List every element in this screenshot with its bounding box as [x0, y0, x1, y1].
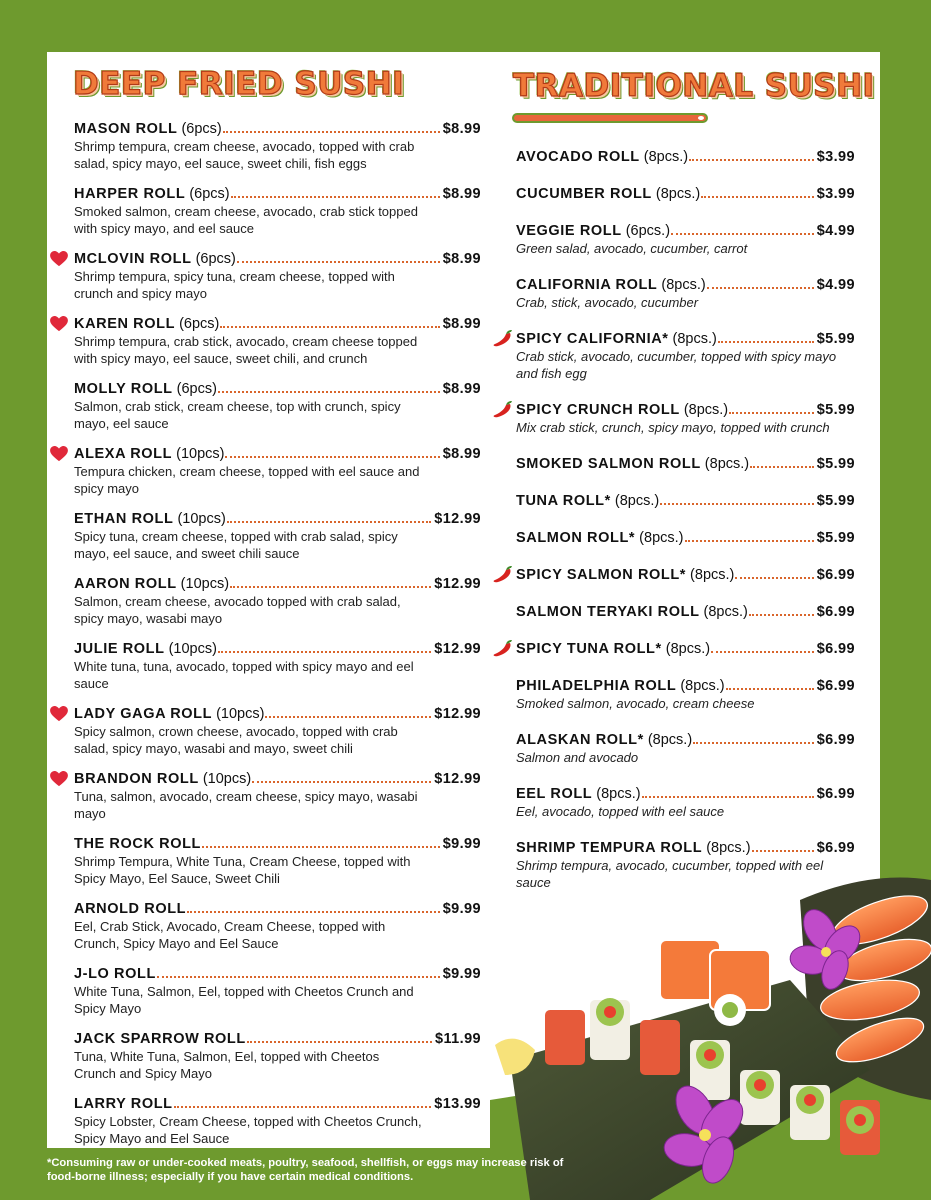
menu-item-header — [74, 1030, 481, 1048]
leader-dots — [693, 742, 814, 744]
item-description: Salmon and avocado — [516, 750, 639, 765]
item-description: White Tuna, Salmon, Eel, topped with Cheetos Crunch and Spicy Mayo — [74, 984, 414, 1016]
item-price: $13.99 — [434, 1096, 481, 1112]
item-name: CUCUMBER ROLL — [516, 186, 652, 202]
item-price: $8.99 — [442, 381, 481, 397]
leader-dots — [227, 521, 431, 523]
menu-item — [516, 276, 855, 311]
menu-item-header — [516, 839, 855, 857]
item-pieces: (8pcs.) — [672, 331, 717, 347]
menu-item — [516, 603, 855, 621]
menu-item — [516, 148, 855, 166]
menu-item-header — [74, 900, 481, 918]
item-description: Shrimp tempura, cream cheese, avocado, topped with crab salad, spicy mayo, eel sauce, sweet chili, fish eggs — [74, 139, 415, 171]
item-name: SPICY CALIFORNIA* — [516, 331, 669, 347]
leader-dots — [218, 651, 431, 653]
item-pieces: (6pcs) — [176, 381, 217, 397]
heading-underline-decoration — [512, 113, 708, 123]
leader-dots — [642, 796, 814, 798]
item-price: $4.99 — [816, 277, 855, 293]
menu-item — [516, 330, 855, 382]
menu-item-header — [516, 603, 855, 621]
item-description: Shrimp tempura, avocado, cucumber, topped with eel sauce — [516, 858, 824, 890]
menu-item-header — [516, 492, 855, 510]
item-name: JULIE ROLL — [74, 641, 165, 657]
item-description: Shrimp tempura, spicy tuna, cream cheese, topped with crunch and spicy mayo — [74, 269, 395, 301]
menu-item-header — [516, 731, 855, 749]
item-pieces: (10pcs) — [176, 446, 225, 462]
item-pieces: (8pcs.) — [690, 567, 735, 583]
item-pieces: (10pcs) — [180, 576, 230, 592]
item-pieces: (8pcs.) — [614, 493, 660, 509]
menu-item-header — [74, 965, 481, 983]
chili-pepper-icon — [492, 565, 514, 585]
menu-item-header — [516, 529, 855, 547]
menu-item — [516, 731, 855, 766]
item-price: $5.99 — [816, 331, 855, 347]
item-price: $12.99 — [434, 511, 481, 527]
item-pieces: (10pcs) — [168, 641, 217, 657]
item-price: $5.99 — [816, 530, 855, 546]
item-price: $6.99 — [816, 567, 855, 583]
item-price: $6.99 — [816, 641, 855, 657]
item-price: $12.99 — [434, 576, 481, 592]
item-name: SHRIMP TEMPURA ROLL — [516, 840, 703, 856]
leader-dots — [174, 1106, 432, 1108]
leader-dots — [247, 1041, 432, 1043]
menu-item-header — [74, 250, 481, 268]
item-price: $12.99 — [434, 706, 481, 722]
menu-item — [74, 835, 481, 887]
item-price: $11.99 — [435, 1031, 481, 1047]
menu-item-header — [516, 640, 855, 658]
menu-item-header — [74, 640, 481, 658]
menu-item — [74, 250, 481, 302]
item-description: Eel, Crab Stick, Avocado, Cream Cheese, topped with Crunch, Spicy Mayo and Eel Sauce — [74, 919, 386, 951]
item-pieces: (6pcs) — [181, 121, 222, 137]
leader-dots — [718, 341, 814, 343]
chili-pepper-icon — [492, 400, 514, 420]
item-price: $8.99 — [442, 121, 481, 137]
heart-icon — [50, 316, 68, 332]
leader-dots — [735, 577, 813, 579]
leader-dots — [265, 716, 431, 718]
item-pieces: (6pcs) — [195, 251, 236, 267]
leader-dots — [729, 412, 814, 414]
item-description: Salmon, crab stick, cream cheese, top with crunch, spicy mayo, eel sauce — [74, 399, 401, 431]
item-description: Spicy salmon, crown cheese, avocado, topped with crab salad, spicy mayo, wasabi and mayo, sweet chili — [74, 724, 398, 756]
menu-item-header — [516, 185, 855, 203]
item-description: White tuna, tuna, avocado, topped with spicy mayo and eel sauce — [74, 659, 414, 691]
item-description: Smoked salmon, cream cheese, avocado, crab stick topped with spicy mayo, and eel sauce — [74, 204, 418, 236]
leader-dots — [220, 326, 439, 328]
menu-item-header — [516, 330, 855, 348]
menu-item-header — [516, 455, 855, 473]
menu-item — [516, 785, 855, 820]
menu-item-header — [74, 185, 481, 203]
menu-item — [516, 185, 855, 203]
item-name: AVOCADO ROLL — [516, 149, 640, 165]
heart-icon — [50, 706, 68, 722]
leader-dots — [707, 287, 814, 289]
item-description: Mix crab stick, crunch, spicy mayo, topped with crunch — [516, 420, 830, 435]
menu-item — [516, 566, 855, 584]
menu-item-header — [74, 705, 481, 723]
item-pieces: (8pcs.) — [703, 604, 748, 620]
item-price: $3.99 — [816, 149, 855, 165]
item-name: HARPER ROLL — [74, 186, 186, 202]
item-price: $5.99 — [816, 493, 855, 509]
item-name: LADY GAGA ROLL — [74, 706, 213, 722]
menu-item-header — [74, 315, 481, 333]
item-description: Tuna, salmon, avocado, cream cheese, spicy mayo, wasabi mayo — [74, 789, 418, 821]
item-pieces: (8pcs.) — [704, 456, 750, 472]
menu-item — [74, 315, 481, 367]
leader-dots — [252, 781, 431, 783]
leader-dots — [750, 466, 814, 468]
item-price: $6.99 — [816, 840, 855, 856]
menu-item-header — [74, 445, 481, 463]
menu-item-header — [74, 1095, 481, 1113]
item-price: $8.99 — [442, 316, 481, 332]
item-pieces: (8pcs.) — [639, 530, 684, 546]
item-name: VEGGIE ROLL — [516, 223, 622, 239]
item-pieces: (10pcs) — [177, 511, 226, 527]
menu-item — [516, 401, 855, 436]
menu-item-header — [74, 575, 481, 593]
item-pieces: (8pcs.) — [596, 786, 641, 802]
menu-item — [516, 222, 855, 257]
deep-fried-list — [74, 120, 481, 1160]
item-name: EEL ROLL — [516, 786, 593, 802]
item-name: KAREN ROLL — [74, 316, 176, 332]
leader-dots — [231, 196, 440, 198]
item-name: MASON ROLL — [74, 121, 178, 137]
traditional-heading: TRADITIONAL SUSHI — [513, 68, 875, 104]
item-name: ALEXA ROLL — [74, 446, 173, 462]
item-price: $9.99 — [442, 836, 481, 852]
item-description: Spicy tuna, cream cheese, topped with crab salad, spicy mayo, eel sauce, and sweet chili sauce — [74, 529, 398, 561]
item-name: MCLOVIN ROLL — [74, 251, 192, 267]
leader-dots — [685, 540, 814, 542]
leader-dots — [711, 651, 814, 653]
item-pieces: (10pcs) — [216, 706, 265, 722]
item-price: $5.99 — [816, 402, 855, 418]
leader-dots — [218, 391, 440, 393]
item-pieces: (8pcs.) — [647, 732, 693, 748]
item-description: Green salad, avocado, cucumber, carrot — [516, 241, 748, 256]
menu-item — [74, 1030, 481, 1082]
item-price: $5.99 — [816, 456, 855, 472]
menu-item — [74, 640, 481, 692]
menu-item-header — [516, 276, 855, 294]
menu-item-header — [74, 380, 481, 398]
menu-item — [74, 185, 481, 237]
sushi-platter-photo — [490, 860, 931, 1200]
menu-item-header — [516, 785, 855, 803]
menu-item — [74, 380, 481, 432]
menu-item — [74, 770, 481, 822]
leader-dots — [202, 846, 440, 848]
deep-fried-heading: DEEP FRIED SUSHI — [73, 66, 405, 102]
item-name: SALMON ROLL* — [516, 530, 636, 546]
item-price: $9.99 — [442, 966, 481, 982]
menu-item — [516, 640, 855, 658]
item-name: CALIFORNIA ROLL — [516, 277, 658, 293]
menu-item-header — [516, 566, 855, 584]
item-name: SPICY TUNA ROLL* — [516, 641, 662, 657]
item-description: Tuna, White Tuna, Salmon, Eel, topped with Cheetos Crunch and Spicy Mayo — [74, 1049, 380, 1081]
heart-icon — [50, 771, 68, 787]
item-name: SMOKED SALMON ROLL — [516, 456, 701, 472]
item-pieces: (8pcs.) — [706, 840, 751, 856]
item-pieces: (8pcs.) — [661, 277, 706, 293]
item-name: BRANDON ROLL — [74, 771, 199, 787]
heart-icon — [50, 251, 68, 267]
item-price: $3.99 — [816, 186, 855, 202]
leader-dots — [752, 850, 814, 852]
leader-dots — [749, 614, 814, 616]
item-pieces: (8pcs.) — [683, 402, 729, 418]
menu-item-header — [74, 510, 481, 528]
item-pieces: (8pcs.) — [655, 186, 701, 202]
health-disclaimer: *Consuming raw or under-cooked meats, poultry, seafood, shellfish, or eggs may increase risk of food-borne illness; especially if you have certain medical conditions. — [47, 1157, 564, 1183]
menu-item-header — [74, 770, 481, 788]
item-price: $6.99 — [816, 732, 855, 748]
leader-dots — [701, 196, 814, 198]
item-name: ALASKAN ROLL* — [516, 732, 644, 748]
item-price: $12.99 — [434, 641, 481, 657]
item-description: Crab stick, avocado, cucumber, topped with spicy mayo and fish egg — [516, 349, 837, 381]
menu-item — [516, 455, 855, 473]
leader-dots — [157, 976, 440, 978]
item-price: $6.99 — [816, 678, 855, 694]
item-description: Spicy Lobster, Cream Cheese, topped with Cheetos Crunch, Spicy Mayo and Eel Sauce — [74, 1114, 422, 1146]
item-pieces: (8pcs.) — [680, 678, 725, 694]
menu-item-header — [516, 677, 855, 695]
item-description: Shrimp tempura, crab stick, avocado, cream cheese topped with spicy mayo, eel sauce, sweet chili, and crunch — [74, 334, 418, 366]
item-pieces: (10pcs) — [202, 771, 252, 787]
item-price: $4.99 — [816, 223, 855, 239]
chili-pepper-icon — [492, 639, 514, 659]
item-price: $6.99 — [816, 604, 855, 620]
item-pieces: (8pcs.) — [643, 149, 689, 165]
leader-dots — [660, 503, 814, 505]
item-price: $12.99 — [434, 771, 481, 787]
traditional-list — [516, 148, 855, 910]
item-name: THE ROCK ROLL — [74, 836, 202, 852]
item-pieces: (6pcs.) — [625, 223, 671, 239]
item-price: $8.99 — [442, 446, 481, 462]
item-price: $8.99 — [442, 251, 481, 267]
menu-item — [516, 492, 855, 510]
menu-item-header — [516, 222, 855, 240]
menu-item — [74, 120, 481, 172]
leader-dots — [726, 688, 814, 690]
menu-item — [74, 510, 481, 562]
chili-pepper-icon — [492, 329, 514, 349]
item-name: PHILADELPHIA ROLL — [516, 678, 677, 694]
menu-item — [74, 705, 481, 757]
item-price: $9.99 — [442, 901, 481, 917]
item-description: Eel, avocado, topped with eel sauce — [516, 804, 725, 819]
item-description: Tempura chicken, cream cheese, topped with eel sauce and spicy mayo — [74, 464, 420, 496]
item-description: Smoked salmon, avocado, cream cheese — [516, 696, 755, 711]
menu-item — [516, 529, 855, 547]
menu-item — [74, 1095, 481, 1147]
item-name: ETHAN ROLL — [74, 511, 174, 527]
item-name: ARNOLD ROLL — [74, 901, 187, 917]
menu-item-header — [74, 120, 481, 138]
leader-dots — [223, 131, 440, 133]
menu-item-header — [74, 835, 481, 853]
item-pieces: (6pcs) — [189, 186, 230, 202]
item-description: Shrimp Tempura, White Tuna, Cream Cheese, topped with Spicy Mayo, Eel Sauce, Sweet Chili — [74, 854, 411, 886]
menu-item — [74, 575, 481, 627]
menu-item-header — [516, 148, 855, 166]
menu-item — [74, 965, 481, 1017]
menu-item — [516, 677, 855, 712]
item-pieces: (8pcs.) — [665, 641, 711, 657]
item-name: SPICY SALMON ROLL* — [516, 567, 687, 583]
item-name: AARON ROLL — [74, 576, 177, 592]
item-name: J-LO ROLL — [74, 966, 156, 982]
item-name: SPICY CRUNCH ROLL — [516, 402, 680, 418]
leader-dots — [671, 233, 814, 235]
item-pieces: (6pcs) — [179, 316, 220, 332]
item-name: LARRY ROLL — [74, 1096, 173, 1112]
heart-icon — [50, 446, 68, 462]
item-price: $6.99 — [816, 786, 855, 802]
item-name: JACK SPARROW ROLL — [74, 1031, 246, 1047]
leader-dots — [689, 159, 814, 161]
menu-item — [74, 445, 481, 497]
item-name: TUNA ROLL* — [516, 493, 611, 509]
leader-dots — [237, 261, 440, 263]
menu-item — [74, 900, 481, 952]
item-description: Salmon, cream cheese, avocado topped with crab salad, spicy mayo, wasabi mayo — [74, 594, 401, 626]
item-name: MOLLY ROLL — [74, 381, 173, 397]
leader-dots — [230, 586, 431, 588]
leader-dots — [187, 911, 440, 913]
menu-item-header — [516, 401, 855, 419]
item-price: $8.99 — [442, 186, 481, 202]
item-description: Crab, stick, avocado, cucumber — [516, 295, 699, 310]
leader-dots — [225, 456, 439, 458]
item-name: SALMON TERYAKI ROLL — [516, 604, 700, 620]
